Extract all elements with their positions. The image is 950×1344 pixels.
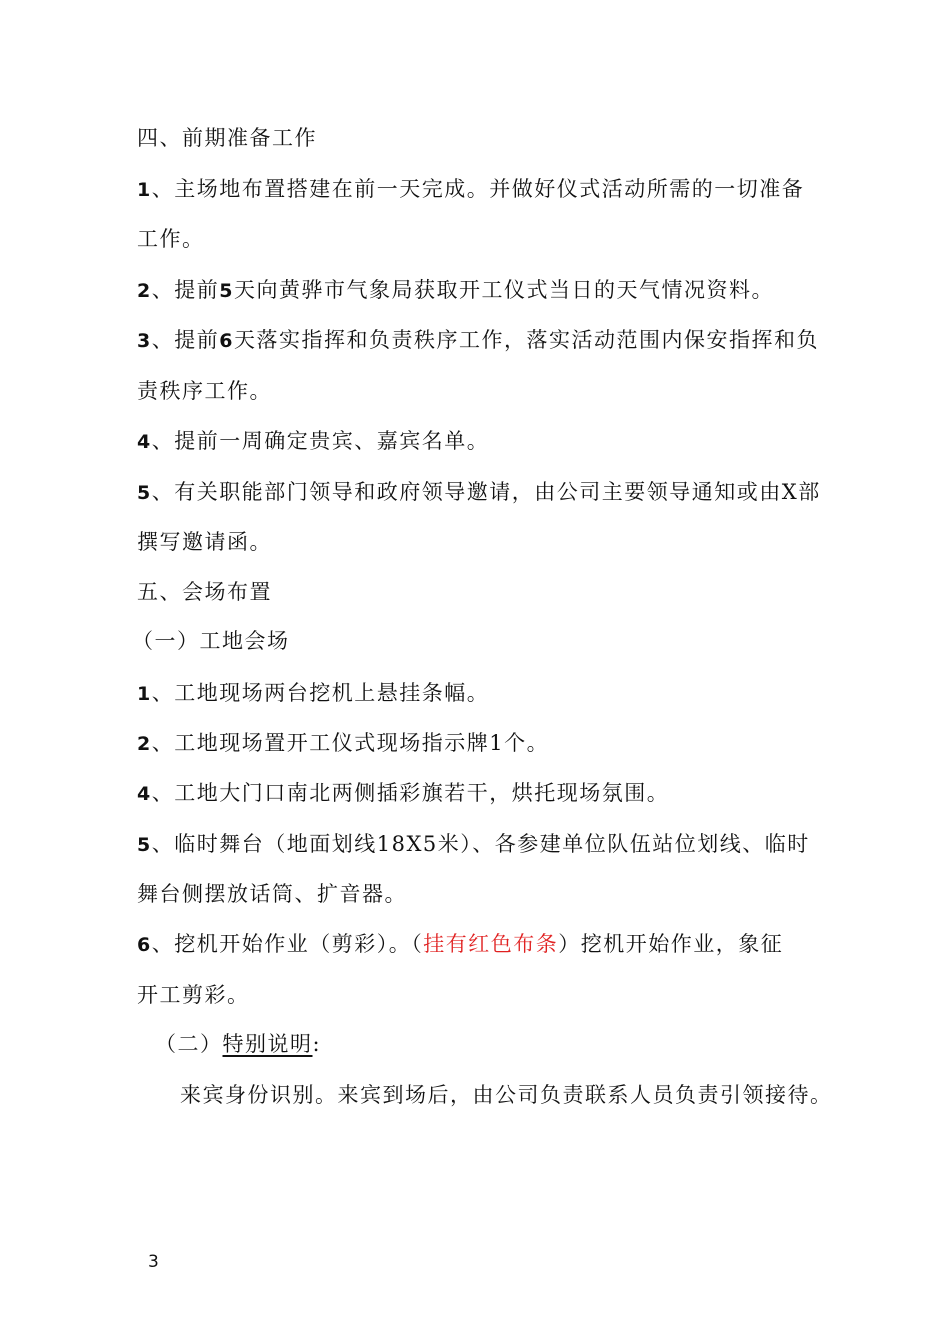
- prep-item-2: 2、提前5天向黄骅市气象局获取开工仪式当日的天气情况资料。: [137, 278, 774, 302]
- page-number: 3: [148, 1252, 159, 1272]
- prep-item-3-cont: 责秩序工作。: [137, 379, 272, 403]
- special-note-title: 特别说明: [222, 1032, 313, 1056]
- prep-item-5-cont: 撰写邀请函。: [137, 530, 272, 554]
- venue-item-5-cont: 舞台侧摆放话筒、扩音器。: [137, 882, 407, 906]
- prep-item-4: 4、提前一周确定贵宾、嘉宾名单。: [137, 429, 490, 453]
- section-5-heading: 五、会场布置: [137, 580, 272, 604]
- venue-item-5: 5、临时舞台（地面划线18X5米）、各参建单位队伍站位划线、临时: [137, 832, 810, 856]
- subsection-2-heading: （二）特别说明:: [155, 1032, 322, 1056]
- venue-item-6: 6、挖机开始作业（剪彩）。（挂有红色布条）挖机开始作业，象征: [137, 932, 784, 956]
- prep-item-3: 3、提前6天落实指挥和负责秩序工作，落实活动范围内保安指挥和负: [137, 328, 819, 352]
- subsection-1-heading: （一）工地会场: [132, 629, 290, 653]
- venue-item-4: 4、工地大门口南北两侧插彩旗若干，烘托现场氛围。: [137, 781, 670, 805]
- venue-item-6-cont: 开工剪彩。: [137, 983, 250, 1007]
- prep-item-5: 5、有关职能部门领导和政府领导邀请，由公司主要领导通知或由X部: [137, 480, 821, 504]
- venue-item-1: 1、工地现场两台挖机上悬挂条幅。: [137, 681, 490, 705]
- special-note-body: 来宾身份识别。来宾到场后，由公司负责联系人员负责引领接待。: [180, 1083, 833, 1107]
- prep-item-1: 1、主场地布置搭建在前一天完成。并做好仪式活动所需的一切准备: [137, 177, 805, 201]
- prep-item-1-cont: 工作。: [137, 227, 205, 251]
- section-4-heading: 四、前期准备工作: [137, 126, 317, 150]
- red-highlight-text: 挂有红色布条: [423, 932, 559, 956]
- venue-item-2: 2、工地现场置开工仪式现场指示牌1个。: [137, 731, 550, 755]
